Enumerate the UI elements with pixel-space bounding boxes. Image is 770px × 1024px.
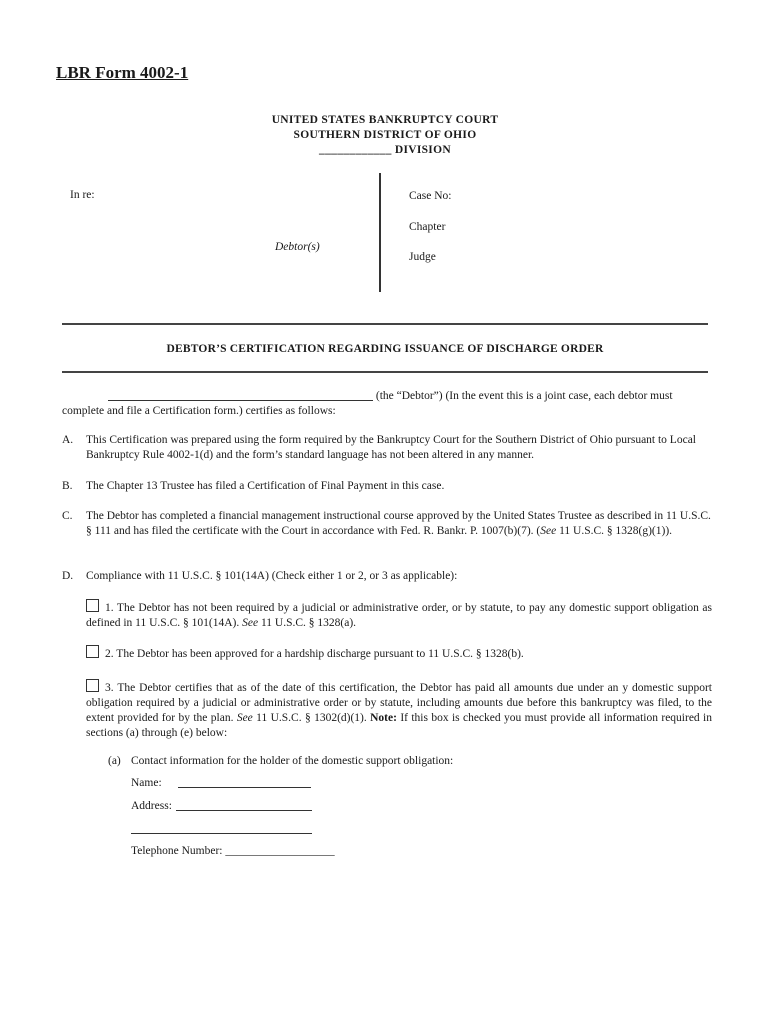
option-2: [86, 645, 712, 662]
item-d-letter: D.: [62, 570, 74, 582]
in-re-label: In re:: [70, 189, 95, 201]
item-c-body: The Debtor has completed a financial management instructional course approved by the United States Trustee as described in 11 U.S.C. § 111 and has filed the certificate with the Court in accordance with Fed. R. Bankr. P. 1007(b)(7). (: [86, 510, 711, 537]
item-c-see: See: [540, 525, 557, 537]
address-input-line-2[interactable]: [131, 822, 312, 834]
division-blank[interactable]: ____________: [319, 144, 392, 156]
chapter-label: Chapter: [409, 221, 446, 233]
judge-label: Judge: [409, 251, 436, 263]
name-label: Name:: [131, 777, 162, 789]
item-c-letter: C.: [62, 510, 73, 522]
option-1: [86, 599, 712, 631]
item-d-text: Compliance with 11 U.S.C. § 101(14A) (Check either 1 or 2, or 3 as applicable):: [86, 570, 458, 582]
case-no-label: Case No:: [409, 190, 452, 202]
caption-divider: [379, 173, 381, 292]
section-a-label: (a): [108, 755, 121, 767]
option-1-tail: 11 U.S.C. § 1328(a).: [258, 617, 357, 629]
title-rule-bottom: [62, 371, 708, 373]
item-a-letter: A.: [62, 434, 74, 446]
name-input[interactable]: [178, 776, 311, 788]
telephone-row: [131, 844, 335, 859]
item-b-letter: B.: [62, 480, 73, 492]
court-name: UNITED STATES BANKRUPTCY COURT: [271, 114, 499, 126]
intro-line-1: [108, 389, 712, 404]
intro-line-2: complete and file a Certification form.) certifies as follows:: [62, 405, 336, 417]
option-3: [86, 679, 712, 741]
title-rule-top: [62, 323, 708, 325]
court-division: [0, 144, 770, 156]
address-label: Address:: [131, 800, 172, 812]
option-3-note: Note:: [370, 712, 397, 724]
option-3-see: See: [236, 712, 253, 724]
court-district: SOUTHERN DISTRICT OF OHIO: [293, 129, 477, 141]
telephone-input[interactable]: ___________________: [225, 845, 335, 857]
option-3-text: 3. The Debtor certifies that as of the date of this certification, the Debtor has paid all amounts due under an y domestic support obligation required by a judicial or administrative order or by statute, including amounts due before this bankruptcy was filed, to the extent provided for by the plan.: [86, 682, 712, 724]
telephone-label: Telephone Number:: [131, 845, 223, 857]
option-2-checkbox[interactable]: [86, 645, 99, 658]
item-c-tail: 11 U.S.C. § 1328(g)(1)).: [556, 525, 673, 537]
address-input[interactable]: [176, 799, 312, 811]
document-title: DEBTOR’S CERTIFICATION REGARDING ISSUANCE OF DISCHARGE ORDER: [166, 343, 604, 355]
option-1-checkbox[interactable]: [86, 599, 99, 612]
form-id: LBR Form 4002-1: [56, 63, 189, 82]
division-label: DIVISION: [394, 144, 451, 156]
option-3-mid: 11 U.S.C. § 1302(d)(1).: [252, 712, 371, 724]
section-a-text: Contact information for the holder of the domestic support obligation:: [131, 755, 454, 767]
option-1-text: 1. The Debtor has not been required by a judicial or administrative order, or by statute, to pay any domestic support obligation as defined in 11 U.S.C. § 101(14A).: [86, 602, 712, 629]
debtor-name-blank[interactable]: [108, 389, 373, 401]
option-3-checkbox[interactable]: [86, 679, 99, 692]
debtor-label: Debtor(s): [275, 241, 320, 253]
option-1-see: See: [242, 617, 259, 629]
item-a-text: This Certification was prepared using the form required by the Bankruptcy Court for the Southern District of Ohio pursuant to Local Bankruptcy Rule 4002-1(d) and the form’s standard language has not been altered in any manner.: [86, 434, 696, 461]
option-2-text: 2. The Debtor has been approved for a hardship discharge pursuant to 11 U.S.C. § 1328(b).: [105, 648, 524, 660]
intro-text-1: (the “Debtor”) (In the event this is a joint case, each debtor must: [375, 390, 673, 402]
item-b-text: The Chapter 13 Trustee has filed a Certification of Final Payment in this case.: [86, 480, 445, 492]
item-c-text: [86, 509, 712, 539]
option-3-tail: If this box is checked you must provide all information required in sections (a) through (e) below:: [86, 712, 712, 739]
